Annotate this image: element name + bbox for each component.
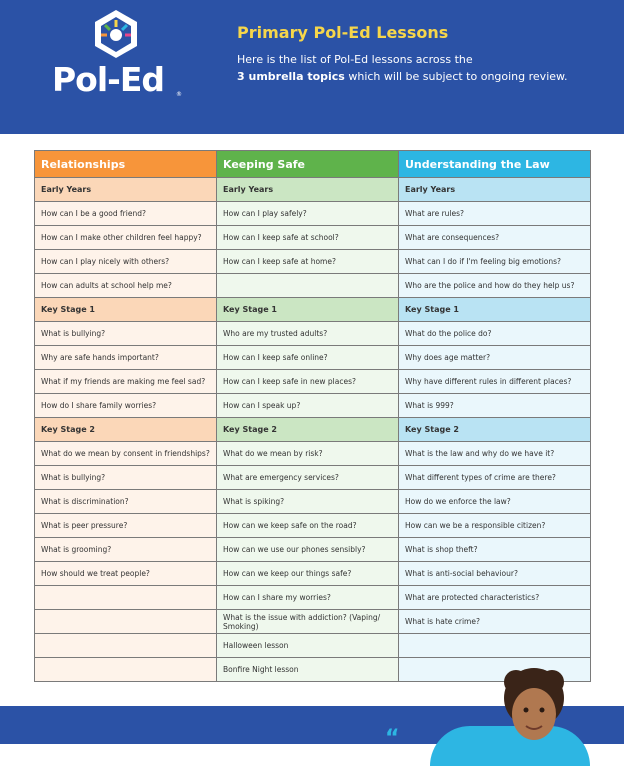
- table-row: [35, 538, 591, 562]
- lesson-cell: How can I make other children feel happy?: [35, 226, 217, 250]
- lesson-cell: How can I share my worries?: [217, 586, 399, 610]
- lesson-cell: How can adults at school help me?: [35, 274, 217, 298]
- section-row: [35, 178, 591, 202]
- table-row: [35, 202, 591, 226]
- lesson-cell: How can we keep our things safe?: [217, 562, 399, 586]
- lessons-table-body: [35, 178, 591, 682]
- section-label: Key Stage 1: [35, 298, 217, 322]
- header-banner: [0, 0, 624, 134]
- table-row: [35, 370, 591, 394]
- lesson-cell: What is bullying?: [35, 466, 217, 490]
- lesson-cell: What are emergency services?: [217, 466, 399, 490]
- lesson-cell: Why are safe hands important?: [35, 346, 217, 370]
- lesson-cell: How do I share family worries?: [35, 394, 217, 418]
- table-row: [35, 322, 591, 346]
- lesson-cell: Why have different rules in different places?: [399, 370, 591, 394]
- lesson-cell: What do the police do?: [399, 322, 591, 346]
- lesson-cell: What can I do if I'm feeling big emotions?: [399, 250, 591, 274]
- lesson-cell: What do we mean by risk?: [217, 442, 399, 466]
- table-row: [35, 226, 591, 250]
- table-row: [35, 562, 591, 586]
- lesson-cell: How can I play safely?: [217, 202, 399, 226]
- child-photo: [496, 668, 572, 758]
- intro-bold: 3 umbrella topics: [237, 70, 345, 83]
- intro-rest: which will be subject to ongoing review.: [344, 70, 568, 83]
- section-row: [35, 418, 591, 442]
- lesson-cell: Bonfire Night lesson: [217, 658, 399, 682]
- lesson-cell: Who are the police and how do they help us?: [399, 274, 591, 298]
- lesson-cell: What different types of crime are there?: [399, 466, 591, 490]
- table-row: [35, 394, 591, 418]
- lesson-cell: How can I keep safe at home?: [217, 250, 399, 274]
- lesson-cell: [35, 634, 217, 658]
- lesson-cell: What is spiking?: [217, 490, 399, 514]
- lesson-cell: What is anti-social behaviour?: [399, 562, 591, 586]
- lesson-cell: [35, 658, 217, 682]
- lesson-cell: What is discrimination?: [35, 490, 217, 514]
- lesson-cell: What do we mean by consent in friendships?: [35, 442, 217, 466]
- column-header-relationships: Relationships: [35, 151, 217, 178]
- lesson-cell: What is the issue with addiction? (Vaping/ Smoking): [217, 610, 399, 634]
- lesson-cell: How can I keep safe in new places?: [217, 370, 399, 394]
- lesson-cell: What is shop theft?: [399, 538, 591, 562]
- lesson-cell: Who are my trusted adults?: [217, 322, 399, 346]
- section-label: Early Years: [399, 178, 591, 202]
- pol-ed-logo: Pol-Ed: [52, 60, 165, 99]
- lesson-cell: What is peer pressure?: [35, 514, 217, 538]
- lesson-cell: [35, 586, 217, 610]
- table-header-row: [35, 151, 591, 178]
- lesson-cell: How can I speak up?: [217, 394, 399, 418]
- section-label: Key Stage 2: [217, 418, 399, 442]
- table-row: [35, 250, 591, 274]
- table-row: [35, 634, 591, 658]
- intro-text: [237, 51, 597, 85]
- lesson-cell: What is the law and why do we have it?: [399, 442, 591, 466]
- lesson-cell: How can we keep safe on the road?: [217, 514, 399, 538]
- lesson-cell: How can I keep safe at school?: [217, 226, 399, 250]
- lesson-cell: What is bullying?: [35, 322, 217, 346]
- quote-mark: “: [385, 726, 400, 751]
- section-label: Key Stage 2: [35, 418, 217, 442]
- lesson-cell: What is hate crime?: [399, 610, 591, 634]
- lesson-cell: How can I play nicely with others?: [35, 250, 217, 274]
- table-row: [35, 442, 591, 466]
- column-header-keeping-safe: Keeping Safe: [217, 151, 399, 178]
- table-row: [35, 586, 591, 610]
- lesson-cell: What are consequences?: [399, 226, 591, 250]
- lessons-table: [34, 150, 591, 682]
- lesson-cell: What if my friends are making me feel sad?: [35, 370, 217, 394]
- pol-ed-logo-icon: [90, 8, 142, 60]
- section-label: Early Years: [217, 178, 399, 202]
- column-header-understanding-the-law: Understanding the Law: [399, 151, 591, 178]
- section-label: Key Stage 2: [399, 418, 591, 442]
- section-row: [35, 298, 591, 322]
- intro-line-1: Here is the list of Pol-Ed lessons across the: [237, 53, 473, 66]
- table-row: [35, 490, 591, 514]
- registered-mark: ®: [176, 91, 182, 98]
- lesson-cell: How can we be a responsible citizen?: [399, 514, 591, 538]
- lesson-cell: [399, 634, 591, 658]
- lesson-cell: [217, 274, 399, 298]
- lesson-cell: How can I keep safe online?: [217, 346, 399, 370]
- lesson-cell: Why does age matter?: [399, 346, 591, 370]
- table-row: [35, 346, 591, 370]
- table-row: [35, 610, 591, 634]
- table-row: [35, 466, 591, 490]
- lesson-cell: Halloween lesson: [217, 634, 399, 658]
- lesson-cell: How can we use our phones sensibly?: [217, 538, 399, 562]
- lesson-cell: What are protected characteristics?: [399, 586, 591, 610]
- lesson-cell: What is 999?: [399, 394, 591, 418]
- lesson-cell: How can I be a good friend?: [35, 202, 217, 226]
- section-label: Key Stage 1: [217, 298, 399, 322]
- lesson-cell: What is grooming?: [35, 538, 217, 562]
- table-row: [35, 514, 591, 538]
- section-label: Key Stage 1: [399, 298, 591, 322]
- lesson-cell: How should we treat people?: [35, 562, 217, 586]
- lesson-cell: How do we enforce the law?: [399, 490, 591, 514]
- lesson-cell: [35, 610, 217, 634]
- lesson-cell: What are rules?: [399, 202, 591, 226]
- section-label: Early Years: [35, 178, 217, 202]
- page-title: Primary Pol-Ed Lessons: [237, 23, 449, 42]
- table-row: [35, 274, 591, 298]
